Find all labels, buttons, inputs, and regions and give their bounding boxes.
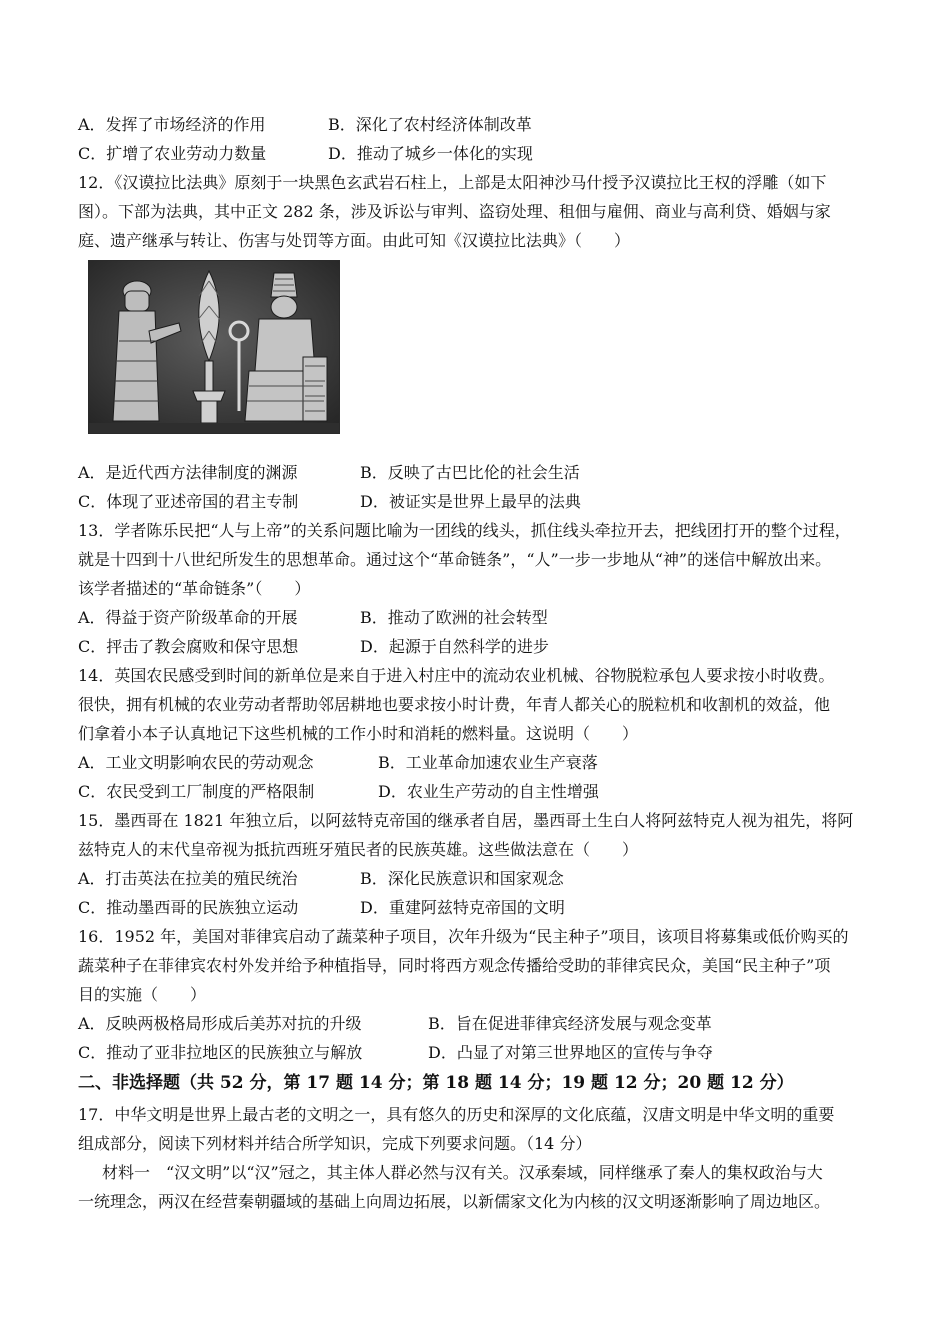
q16-option-b: B．旨在促进菲律宾经济发展与观念变革 bbox=[428, 1014, 712, 1033]
q14-stem-line3: 们拿着小本子认真地记下这些机械的工作小时和消耗的燃料量。这说明（ ） bbox=[78, 724, 639, 743]
q13-stem-line1: 13．学者陈乐民把“人与上帝”的关系问题比喻为一团线的线头，抓住线头牵拉开去，把线团打开的整个过程， bbox=[78, 521, 851, 540]
q15-option-c: C．推动墨西哥的民族独立运动 bbox=[78, 898, 299, 917]
q14-stem-line1: 14．英国农民感受到时间的新单位是来自于进入村庄中的流动农业机械、谷物脱粒承包人要求按小时收费。 bbox=[78, 666, 835, 685]
q14-option-a: A．工业文明影响农民的劳动观念 bbox=[78, 753, 314, 772]
q14-option-c: C．农民受到工厂制度的严格限制 bbox=[78, 782, 315, 801]
q13-stem-line2: 就是十四到十八世纪所发生的思想革命。通过这个“革命链条”，“人”一步一步地从“神”的迷信中解放出来。 bbox=[78, 550, 832, 569]
q12-stem-line3: 庭、遗产继承与转让、伤害与处罚等方面。由此可知《汉谟拉比法典》（ ） bbox=[78, 231, 631, 250]
q13-option-b: B．推动了欧洲的社会转型 bbox=[360, 608, 548, 627]
q13-option-a: A．得益于资产阶级革命的开展 bbox=[78, 608, 298, 627]
q15-option-a: A．打击英法在拉美的殖民统治 bbox=[78, 869, 298, 888]
q14-option-d: D．农业生产劳动的自主性增强 bbox=[378, 782, 599, 801]
q16-stem-line3: 目的实施（ ） bbox=[78, 985, 207, 1004]
q12-stem-line2: 图）。下部为法典，其中正文 282 条，涉及诉讼与审判、盗窃处理、租佃与雇佣、商业与高利贷、婚姻与家 bbox=[78, 202, 831, 221]
q15-stem-line2: 兹特克人的末代皇帝视为抵抗西班牙殖民者的民族英雄。这些做法意在（ ） bbox=[78, 840, 639, 859]
hammurabi-relief-image bbox=[88, 260, 340, 434]
q14-option-b: B．工业革命加速农业生产衰落 bbox=[378, 753, 598, 772]
q12-option-c: C．体现了亚述帝国的君主专制 bbox=[78, 492, 299, 511]
relief-illustration bbox=[89, 261, 339, 433]
q16-option-c: C．推动了亚非拉地区的民族独立与解放 bbox=[78, 1043, 363, 1062]
q12-stem-line1: 12．《汉谟拉比法典》原刻于一块黑色玄武岩石柱上，上部是太阳神沙马什授予汉谟拉比王权的浮雕（如下 bbox=[78, 173, 827, 192]
q12-option-b: B．反映了古巴比伦的社会生活 bbox=[360, 463, 580, 482]
q17-material-line2: 一统理念，两汉在经营秦朝疆域的基础上向周边拓展，以新儒家文化为内核的汉文明逐渐影响了周边地区。 bbox=[78, 1192, 831, 1211]
q16-option-d: D．凸显了对第三世界地区的宣传与争夺 bbox=[428, 1043, 713, 1062]
q13-stem-line3: 该学者描述的“革命链条”（ ） bbox=[78, 579, 311, 598]
q11-option-d: D．推动了城乡一体化的实现 bbox=[328, 144, 533, 163]
q15-option-d: D．重建阿兹特克帝国的文明 bbox=[360, 898, 565, 917]
q12-option-d: D．被证实是世界上最早的法典 bbox=[360, 492, 581, 511]
q12-option-a: A．是近代西方法律制度的渊源 bbox=[78, 463, 298, 482]
q13-option-c: C．抨击了教会腐败和保守思想 bbox=[78, 637, 299, 656]
q15-option-b: B．深化民族意识和国家观念 bbox=[360, 869, 564, 888]
q17-stem-line2: 组成部分，阅读下列材料并结合所学知识，完成下列要求问题。（14 分） bbox=[78, 1134, 592, 1153]
q15-stem-line1: 15．墨西哥在 1821 年独立后，以阿兹特克帝国的继承者自居，墨西哥土生白人将阿兹特克人视为祖先，将阿 bbox=[78, 811, 854, 830]
q16-stem-line1: 16．1952 年，美国对菲律宾启动了蔬菜种子项目，次年升级为“民主种子”项目，该项目将募集或低价购买的 bbox=[78, 927, 849, 946]
q17-material-line1: 材料一 “汉文明”以“汉”冠之，其主体人群必然与汉有关。汉承秦域，同样继承了秦人的集权政治与大 bbox=[102, 1163, 823, 1182]
q11-option-b: B．深化了农村经济体制改革 bbox=[328, 115, 532, 134]
q17-stem-line1: 17．中华文明是世界上最古老的文明之一，具有悠久的历史和深厚的文化底蕴，汉唐文明是中华文明的重要 bbox=[78, 1105, 835, 1124]
q14-stem-line2: 很快，拥有机械的农业劳动者帮助邻居耕地也要求按小时计费，年青人都关心的脱粒机和收割机的效益，他 bbox=[78, 695, 831, 714]
q16-stem-line2: 蔬菜种子在菲律宾农村外发并给予种植指导，同时将西方观念传播给受助的菲律宾民众，美国“民主种子”项 bbox=[78, 956, 831, 975]
q13-option-d: D．起源于自然科学的进步 bbox=[360, 637, 549, 656]
q11-option-c: C．扩增了农业劳动力数量 bbox=[78, 144, 267, 163]
section-two-heading: 二、非选择题（共 52 分，第 17 题 14 分；第 18 题 14 分；19 题 12 分；20 题 12 分） bbox=[78, 1073, 794, 1093]
q11-option-a: A．发挥了市场经济的作用 bbox=[78, 115, 266, 134]
q16-option-a: A．反映两极格局形成后美苏对抗的升级 bbox=[78, 1014, 362, 1033]
